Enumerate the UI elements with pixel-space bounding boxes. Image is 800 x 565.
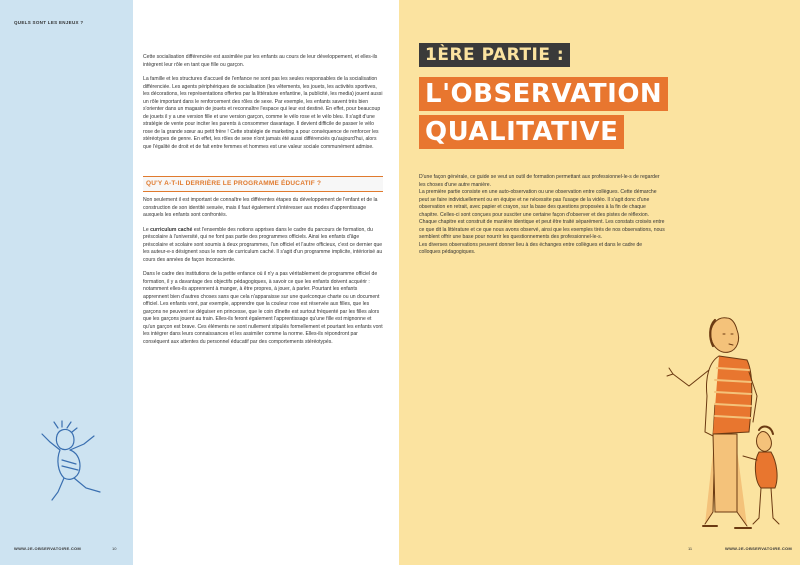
right-text	[419, 174, 665, 257]
right-footer-url: WWW.2E-OBSERVATOIRE.COM	[725, 546, 793, 551]
paragraph: Non seulement il est important de connaître les différentes étapes du développement de l'enfant et de la construction de son identité sexuée, mais il faut également s'intéresser aux modes d'apprentissage auxquels les enfants sont confrontés.	[143, 197, 378, 218]
right-page-number: 11	[688, 546, 693, 551]
paragraph: D'une façon générale, ce guide se veut un outil de formation permettant aux professionnel-le-s de regarder les choses d'une autre manière.	[419, 174, 660, 188]
paragraph-curriculum: Le curriculum caché est l'ensemble des notions apprises dans le cadre du parcours de formation, du préscolaire à l'université, qui ne font pas partie des programmes officiels. Ainsi les enfants d'âge préscolaire et scolaire sont soumis à deux programmes, l'un officiel et l'autre officieux, c'est ce dernier que les auteur-e-s désignent sous le nom de curriculum caché. Il s'agit d'un programme implicite, intériorisé au cours des années de façon inconsciente.	[143, 226, 383, 263]
title-line-1: L'OBSERVATION	[419, 77, 668, 111]
paragraph: La première partie consiste en une auto-observation ou une observation entre collègues. Cette démarche peut se faire individuellement ou en équipe et ne nécessite pas l'usage de la vidéo. Il s'agit donc d'une observation en retrait, avec papier et crayon, sur la base des questions proposées à la fin de chaque chapitre. Celles-ci sont conçues pour susciter une certaine façon d'observer et des pistes de réflexion.	[419, 189, 657, 218]
part-label: 1ÈRE PARTIE :	[419, 43, 570, 67]
paragraph: La famille et les structures d'accueil de l'enfance ne sont pas les seules responsables de la socialisation différenciée. Les agents périphériques de socialisation (les vêtements, les jouets, les activités sportives, les décorations, les représentations offertes par la littérature enfantine, la publicité, les media) jouent aussi un rôle important dans le renforcement des rôles de sexe. Par exemple, les enfants savent très bien s'orienter dans un magasin de jouets et reconnaître l'espace qui leur est destiné. En effet, pour beaucoup de jouets il y a une version fille et une version garçon, comme le vélo rose et le vélo bleu. Il s'agit d'une stratégie de vente pour inciter les parents à consommer davantage. Il devient difficile de passer le vélo rose de la grande sœur au petit frère ! Cette stratégie de marketing a pour conséquence de renforcer les stéréotypes de genre. En effet, les rôles de sexe n'ont jamais été aussi différenciés qu'aujourd'hui, alors que l'égalité de droit et de fait entre femmes et hommes est une valeur sociale communément admise.	[143, 76, 383, 150]
paragraph: Les diverses observations peuvent donner lieu à des échanges entre collègues et dans le cadre de colloques pédagogiques.	[419, 241, 643, 255]
running-head: QUELS SONT LES ENJEUX ?	[14, 20, 84, 25]
left-footer-url: WWW.2E-OBSERVATOIRE.COM	[14, 546, 82, 551]
child-jumping-illustration	[22, 420, 122, 530]
title-line-2: QUALITATIVE	[419, 115, 624, 149]
left-page-number: 10	[112, 546, 117, 551]
paragraph: Cette socialisation différenciée est assimilée par les enfants au cours de leur développement, et elles-ils intègrent leur rôle en tant que fille ou garçon.	[143, 54, 378, 68]
section-heading	[143, 176, 383, 192]
left-top-text	[143, 54, 383, 158]
paragraph: Dans le cadre des institutions de la petite enfance où il n'y a pas véritablement de programme officiel de formation, il y a davantage des objectifs pédagogiques, à savoir ce que les enfants doivent acquérir : notamment elles-ils apprennent à manger, à être propres, à jouer, à parler. Pourtant les enfants apprennent bien d'autres choses sans que cela n'apparaisse sur une quelconque charte ou un document officiel. Les enfants vont, par exemple, apprendre que la couleur rose est réservée aux filles, que les garçons ne peuvent se déguiser en princesse, que le coin dînette est surtout fréquenté par les filles alors que les garçons jouent au train. Elles-ils feront également l'apprentissage qu'une fille est mignonne et qu'un garçon est brave. Ces éléments ne sont nullement stipulés formellement et pourtant les enfants vont les intégrer dans leurs connaissances et les assimiler comme la norme. Elles-ils répondront par conséquent aux attentes du personnel éducatif par des comportements stéréotypés.	[143, 271, 383, 345]
paragraph: Chaque chapitre est construit de manière identique et peut être traité séparément. Les constats croisés entre ce que dit la littérature et ce que nous avons observé, ainsi que les exemples tirés de nos observations, nous semblent offrir une base pour nourrir les questionnements des professionnel-le-s.	[419, 219, 665, 240]
curriculum-term: curriculum caché	[150, 226, 193, 233]
adult-and-child-illustration	[665, 312, 795, 547]
left-bottom-text	[143, 197, 383, 353]
section-heading-text: QU'Y A-T-IL DERRIÈRE LE PROGRAMME ÉDUCATIF ?	[146, 180, 322, 187]
